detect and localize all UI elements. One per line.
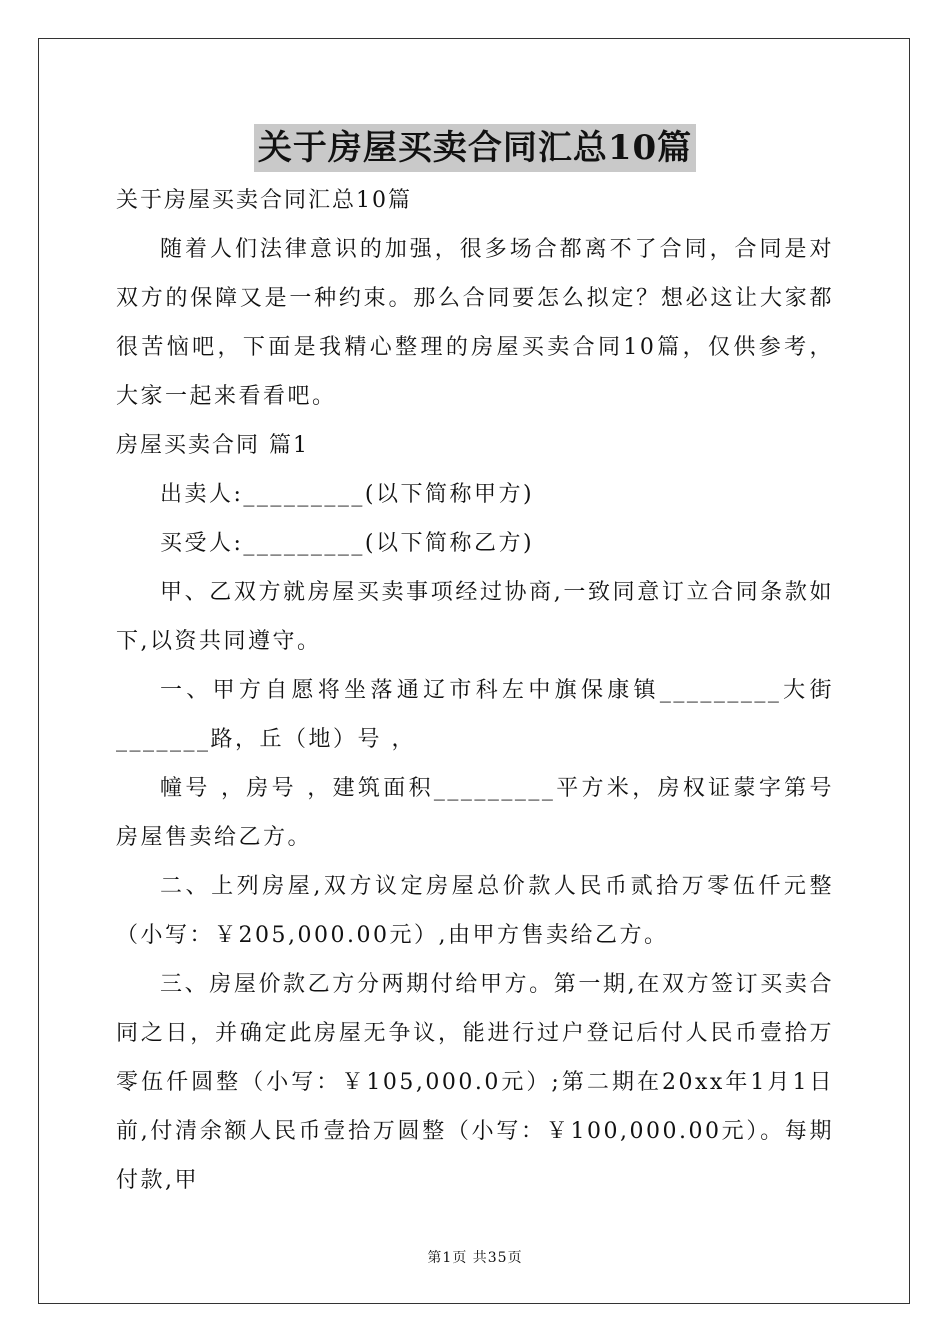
clause-three-paragraph: 三、房屋价款乙方分两期付给甲方。第一期,在双方签订买卖合同之日，并确定此房屋无争议，能进行过户登记后付人民币壹拾万零伍仟圆整（小写：￥105,000.0元）;第二期在20xx年1月1日前,付清余额人民币壹拾万圆整（小写：￥100,000.00元）。每期付款,甲 bbox=[116, 972, 834, 1193]
intro-paragraph: 随着人们法律意识的加强，很多场合都离不了合同，合同是对双方的保障又是一种约束。那么合同要怎么拟定？想必这让大家都很苦恼吧，下面是我精心整理的房屋买卖合同10篇，仅供参考，大家一起来看看吧。 bbox=[116, 237, 834, 409]
section-heading: 房屋买卖合同 篇1 bbox=[116, 433, 309, 458]
page-footer: 第1页 共35页 bbox=[427, 1250, 523, 1266]
title-container bbox=[0, 124, 950, 172]
seller-line: 出卖人:_________(以下简称甲方) bbox=[160, 482, 535, 507]
clause-one-paragraph: 一、甲方自愿将坐落通辽市科左中旗保康镇_________大街_______路，丘（地）号 ， bbox=[116, 678, 834, 752]
document-subtitle: 关于房屋买卖合同汇总10篇 bbox=[116, 188, 412, 213]
document-body bbox=[116, 176, 834, 1205]
clause-one-continued-paragraph: 幢号 ，房号 ，建筑面积_________平方米，房权证蒙字第号房屋售卖给乙方。 bbox=[116, 776, 834, 850]
document-title: 关于房屋买卖合同汇总10篇 bbox=[254, 124, 696, 172]
buyer-line: 买受人:_________(以下简称乙方) bbox=[160, 531, 535, 556]
agreement-paragraph: 甲、乙双方就房屋买卖事项经过协商,一致同意订立合同条款如下,以资共同遵守。 bbox=[116, 580, 834, 654]
clause-two-paragraph: 二、上列房屋,双方议定房屋总价款人民币贰拾万零伍仟元整（小写：￥205,000.00元）,由甲方售卖给乙方。 bbox=[116, 874, 834, 948]
